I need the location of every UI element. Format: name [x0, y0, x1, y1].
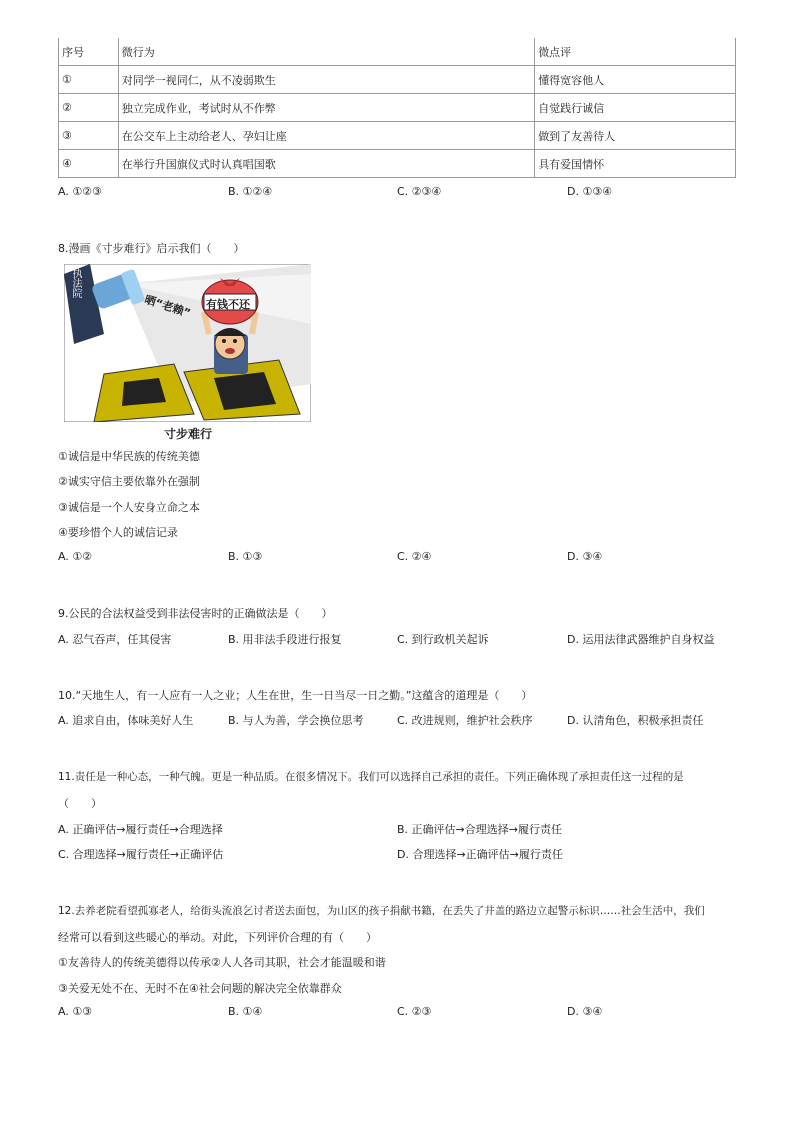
q8-option-d: D. ③④ — [567, 550, 603, 563]
q8-statement-4: ④要珍惜个人的诚信记录 — [58, 526, 178, 539]
table-cell: 自觉践行诚信 — [535, 94, 736, 122]
q9-option-a: A. 忍气吞声，任其侵害 — [58, 633, 172, 646]
q12-option-d: D. ③④ — [567, 1005, 603, 1018]
table-cell: 懂得宽容他人 — [535, 66, 736, 94]
q8-stem: 8.漫画《寸步难行》启示我们（ ） — [58, 242, 245, 255]
q8-option-b: B. ①③ — [228, 550, 263, 563]
table-cell: 对同学一视同仁，从不凌弱欺生 — [118, 66, 534, 94]
q12-stem-line1: 12.去养老院看望孤寡老人，给街头流浪乞讨者送去面包，为山区的孩子捐献书籍，在丢失了井盖的路边立起警示标识……社会生活中，我们 — [58, 905, 705, 917]
table-cell: 在公交车上主动给老人、孕妇让座 — [118, 122, 534, 150]
table-header-cell: 微行为 — [118, 38, 534, 66]
q12-option-b: B. ①④ — [228, 1005, 263, 1018]
table-cell: 做到了友善待人 — [535, 122, 736, 150]
q11-option-a: A. 正确评估→履行责任→合理选择 — [58, 823, 223, 836]
q9-option-d: D. 运用法律武器维护自身权益 — [567, 633, 715, 646]
q7-option-d: D. ①③④ — [567, 185, 613, 198]
q11-option-b: B. 正确评估→合理选择→履行责任 — [397, 823, 562, 836]
q10-option-a: A. 追求自由，体味美好人生 — [58, 714, 194, 727]
q7-option-c: C. ②③④ — [397, 185, 442, 198]
q12-statements-line2: ③关爱无处不在、无时不在④社会问题的解决完全依靠群众 — [58, 982, 342, 995]
table-row — [59, 122, 736, 150]
q10-option-c: C. 改进规则，维护社会秩序 — [397, 714, 533, 727]
q12-statements-line1: ①友善待人的传统美德得以传承②人人各司其职，社会才能温暖和谐 — [58, 956, 386, 969]
q11-stem-line2: （ ） — [58, 797, 102, 810]
table-row — [59, 66, 736, 94]
table-cell: ③ — [59, 122, 119, 150]
sign-label: 晒“老赖” — [142, 292, 193, 320]
behavior-table — [58, 38, 736, 178]
table-row — [59, 150, 736, 178]
q9-option-c: C. 到行政机关起诉 — [397, 633, 489, 646]
bag-text: 有钱不还 — [206, 298, 250, 311]
table-cell: 在举行升国旗仪式时认真唱国歌 — [118, 150, 534, 178]
table-header-row — [59, 38, 736, 66]
table-cell: 独立完成作业，考试时从不作弊 — [118, 94, 534, 122]
table-header-cell: 微点评 — [535, 38, 736, 66]
q11-option-c: C. 合理选择→履行责任→正确评估 — [58, 848, 224, 861]
flashlight-label: 执法院 — [70, 268, 81, 298]
q10-option-b: B. 与人为善，学会换位思考 — [228, 714, 364, 727]
table-cell: ② — [59, 94, 119, 122]
q8-option-a: A. ①② — [58, 550, 93, 563]
cartoon-image — [64, 264, 311, 422]
q11-option-d: D. 合理选择→正确评估→履行责任 — [397, 848, 563, 861]
q10-stem: 10.“天地生人，有一人应有一人之业；人生在世，生一日当尽一日之勤。”这蕴含的道理是（ ） — [58, 689, 533, 702]
q8-option-c: C. ②④ — [397, 550, 432, 563]
q7-option-a: A. ①②③ — [58, 185, 102, 198]
q9-option-b: B. 用非法手段进行报复 — [228, 633, 342, 646]
q8-statement-2: ②诚实守信主要依靠外在强制 — [58, 475, 200, 488]
q12-option-a: A. ①③ — [58, 1005, 93, 1018]
q12-option-c: C. ②③ — [397, 1005, 432, 1018]
table-cell: 具有爱国情怀 — [535, 150, 736, 178]
q7-option-b: B. ①②④ — [228, 185, 273, 198]
q8-statement-1: ①诚信是中华民族的传统美德 — [58, 450, 200, 463]
q8-statement-3: ③诚信是一个人安身立命之本 — [58, 501, 200, 514]
q12-stem-line2: 经常可以看到这些暖心的举动。对此，下列评价合理的有（ ） — [58, 931, 377, 944]
table-cell: ④ — [59, 150, 119, 178]
q11-stem-line1: 11.责任是一种心态，一种气魄。更是一种品质。在很多情况下。我们可以选择自己承担的责任。下列正确体现了承担责任这一过程的是 — [58, 771, 684, 783]
table-header-cell: 序号 — [59, 38, 119, 66]
q10-option-d: D. 认清角色，积极承担责任 — [567, 714, 704, 727]
q9-stem: 9.公民的合法权益受到非法侵害时的正确做法是（ ） — [58, 607, 333, 620]
table-cell: ① — [59, 66, 119, 94]
table-row — [59, 94, 736, 122]
cartoon-caption: 寸步难行 — [164, 427, 213, 441]
